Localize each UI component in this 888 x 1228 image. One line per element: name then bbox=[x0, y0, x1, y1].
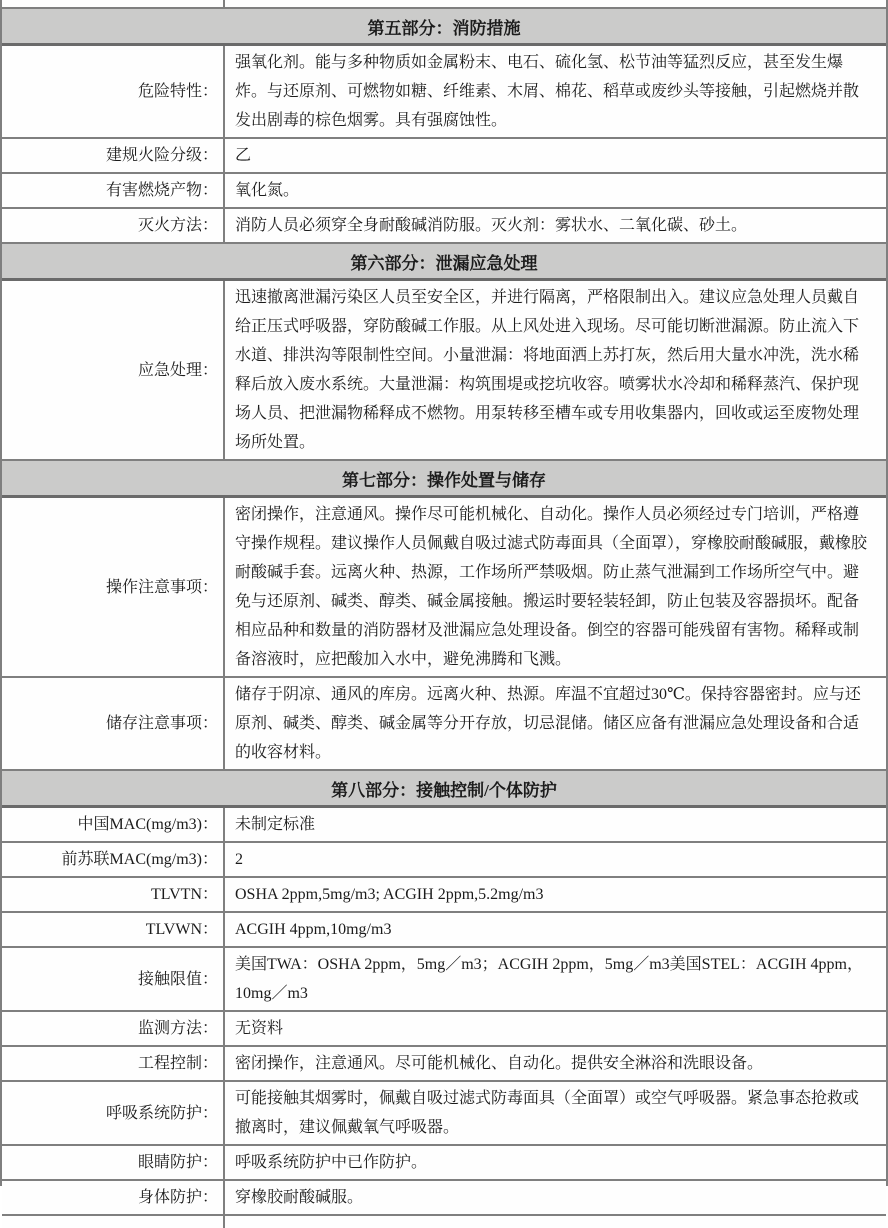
field-value: OSHA 2ppm,5mg/m3; ACGIH 2ppm,5.2mg/m3 bbox=[235, 886, 544, 903]
field-value-cell bbox=[225, 46, 886, 137]
partial-row-label-cell bbox=[2, 0, 225, 7]
field-value: 迅速撤离泄漏污染区人员至安全区，并进行隔离，严格限制出入。建议应急处理人员戴自给正压式呼吸器，穿防酸碱工作服。从上风处进入现场。尽可能切断泄漏源。防止流入下水道、排洪沟等限制性空间。小量泄漏：将地面洒上苏打灰，然后用大量水冲洗，洗水稀释后放入废水系统。大量泄漏：构筑围堤或挖坑收容。喷雾状水冷却和稀释蒸汽、保护现场人员、把泄漏物稀释成不燃物。用泵转移至槽车或专用收集器内，回收或运至废物处理场所处置。 bbox=[235, 289, 860, 451]
table-row bbox=[2, 1146, 886, 1181]
table-row bbox=[2, 209, 886, 244]
field-label-cell bbox=[2, 1012, 225, 1045]
field-label: 呼吸系统防护： bbox=[105, 1104, 218, 1122]
table-row bbox=[2, 1012, 886, 1047]
field-label: TLVWN： bbox=[145, 921, 218, 938]
table-row bbox=[2, 1082, 886, 1146]
field-value-cell bbox=[225, 1181, 886, 1214]
field-value-cell bbox=[225, 281, 886, 459]
field-value-cell bbox=[225, 174, 886, 207]
section-header-title: 第六部分：泄漏应急处理 bbox=[350, 253, 538, 273]
table-row bbox=[2, 678, 886, 771]
field-label: 监测方法： bbox=[137, 1020, 218, 1037]
table-row bbox=[2, 1181, 886, 1216]
section-header bbox=[2, 771, 886, 808]
field-label: 危险特性： bbox=[137, 83, 218, 100]
field-label: 建规火险分级： bbox=[105, 147, 218, 164]
field-label: 身体防护： bbox=[137, 1189, 218, 1206]
field-value: 2 bbox=[235, 851, 243, 868]
section-header-title: 第八部分：接触控制/个体防护 bbox=[331, 780, 557, 800]
field-label: 眼睛防护： bbox=[137, 1154, 218, 1171]
field-label: 有害燃烧产物： bbox=[105, 182, 218, 199]
partial-row-value-cell bbox=[225, 1216, 886, 1228]
field-label-cell bbox=[2, 1146, 225, 1179]
field-label-cell bbox=[2, 913, 225, 946]
section-header bbox=[2, 461, 886, 498]
partial-row bbox=[2, 0, 886, 9]
field-label-cell bbox=[2, 1082, 225, 1144]
field-label-cell bbox=[2, 174, 225, 207]
field-value-cell bbox=[225, 808, 886, 841]
field-value: 无资料 bbox=[235, 1020, 284, 1037]
field-value-cell bbox=[225, 1012, 886, 1045]
table-row bbox=[2, 174, 886, 209]
field-value: 消防人员必须穿全身耐酸碱消防服。灭火剂：雾状水、二氧化碳、砂土。 bbox=[235, 217, 748, 234]
field-value-cell bbox=[225, 843, 886, 876]
field-label-cell bbox=[2, 209, 225, 242]
table-row bbox=[2, 808, 886, 843]
table-row bbox=[2, 843, 886, 878]
section-header bbox=[2, 244, 886, 281]
table-row bbox=[2, 139, 886, 174]
field-value-cell bbox=[225, 498, 886, 676]
field-value-cell bbox=[225, 1082, 886, 1144]
field-label-cell bbox=[2, 878, 225, 911]
field-label-cell bbox=[2, 46, 225, 137]
partial-row-label-cell bbox=[2, 1216, 225, 1228]
field-value-cell bbox=[225, 913, 886, 946]
partial-row bbox=[2, 1216, 886, 1228]
field-value-cell bbox=[225, 209, 886, 242]
field-label: 中国MAC(mg/m3)： bbox=[77, 816, 218, 833]
table-row bbox=[2, 498, 886, 678]
field-value: 穿橡胶耐酸碱服。 bbox=[235, 1189, 364, 1206]
field-label: 灭火方法： bbox=[137, 217, 218, 234]
field-label: TLVTN： bbox=[151, 886, 218, 903]
field-value: 储存于阴凉、通风的库房。远离火种、热源。库温不宜超过30℃。保持容器密封。应与还原剂、碱类、醇类、碱金属等分开存放，切忌混储。储区应备有泄漏应急处理设备和合适的收容材料。 bbox=[235, 686, 861, 761]
field-value: 美国TWA：OSHA 2ppm，5mg／m3；ACGIH 2ppm，5mg／m3美国STEL：ACGIH 4ppm，10mg／m3 bbox=[235, 956, 864, 1002]
table-row bbox=[2, 1047, 886, 1082]
field-value-cell bbox=[225, 678, 886, 769]
section-header-title: 第七部分：操作处置与储存 bbox=[342, 470, 546, 490]
field-value-cell bbox=[225, 1047, 886, 1080]
field-value: 氧化氮。 bbox=[235, 182, 300, 199]
table-row bbox=[2, 46, 886, 139]
field-label-cell bbox=[2, 843, 225, 876]
table-row bbox=[2, 878, 886, 913]
field-value: 强氧化剂。能与多种物质如金属粉末、电石、硫化氢、松节油等猛烈反应，甚至发生爆炸。与还原剂、可燃物如糖、纤维素、木屑、棉花、稻草或废纱头等接触，引起燃烧并散发出剧毒的棕色烟雾。具有强腐蚀性。 bbox=[235, 54, 860, 129]
table-row bbox=[2, 948, 886, 1012]
field-label: 储存注意事项： bbox=[105, 715, 218, 732]
section-header bbox=[2, 9, 886, 46]
field-label: 工程控制： bbox=[137, 1055, 218, 1072]
field-value: ACGIH 4ppm,10mg/m3 bbox=[235, 921, 392, 938]
partial-row-value-cell bbox=[225, 0, 886, 7]
field-value-cell bbox=[225, 1146, 886, 1179]
field-value: 密闭操作，注意通风。尽可能机械化、自动化。提供安全淋浴和洗眼设备。 bbox=[235, 1055, 764, 1072]
field-label-cell bbox=[2, 498, 225, 676]
field-value-cell bbox=[225, 139, 886, 172]
field-value-cell bbox=[225, 948, 886, 1010]
table-row bbox=[2, 913, 886, 948]
field-label-cell bbox=[2, 1047, 225, 1080]
field-value: 密闭操作，注意通风。操作尽可能机械化、自动化。操作人员必须经过专门培训，严格遵守操作规程。建议操作人员佩戴自吸过滤式防毒面具（全面罩），穿橡胶耐酸碱服，戴橡胶耐酸碱手套。远离火种、热源，工作场所严禁吸烟。防止蒸气泄漏到工作场所空气中。避免与还原剂、碱类、醇类、碱金属接触。搬运时要轻装轻卸，防止包装及容器损坏。配备相应品种和数量的消防器材及泄漏应急处理设备。倒空的容器可能残留有害物。稀释或制备溶液时，应把酸加入水中，避免沸腾和飞溅。 bbox=[235, 506, 868, 668]
table-row bbox=[2, 281, 886, 461]
field-value: 未制定标准 bbox=[235, 816, 316, 833]
field-label-cell bbox=[2, 139, 225, 172]
field-label-cell bbox=[2, 281, 225, 459]
field-label-cell bbox=[2, 808, 225, 841]
field-label: 应急处理： bbox=[137, 361, 218, 379]
section-header-title: 第五部分：消防措施 bbox=[367, 18, 521, 38]
field-label: 操作注意事项： bbox=[105, 578, 218, 596]
field-label-cell bbox=[2, 1181, 225, 1214]
field-label-cell bbox=[2, 948, 225, 1010]
field-label: 前苏联MAC(mg/m3)： bbox=[61, 851, 218, 868]
field-value-cell bbox=[225, 878, 886, 911]
field-value: 乙 bbox=[235, 147, 252, 164]
field-label: 接触限值： bbox=[137, 970, 218, 988]
field-value: 呼吸系统防护中已作防护。 bbox=[235, 1154, 428, 1171]
field-label-cell bbox=[2, 678, 225, 769]
field-value: 可能接触其烟雾时，佩戴自吸过滤式防毒面具（全面罩）或空气呼吸器。紧急事态抢救或撤离时，建议佩戴氧气呼吸器。 bbox=[235, 1090, 860, 1136]
